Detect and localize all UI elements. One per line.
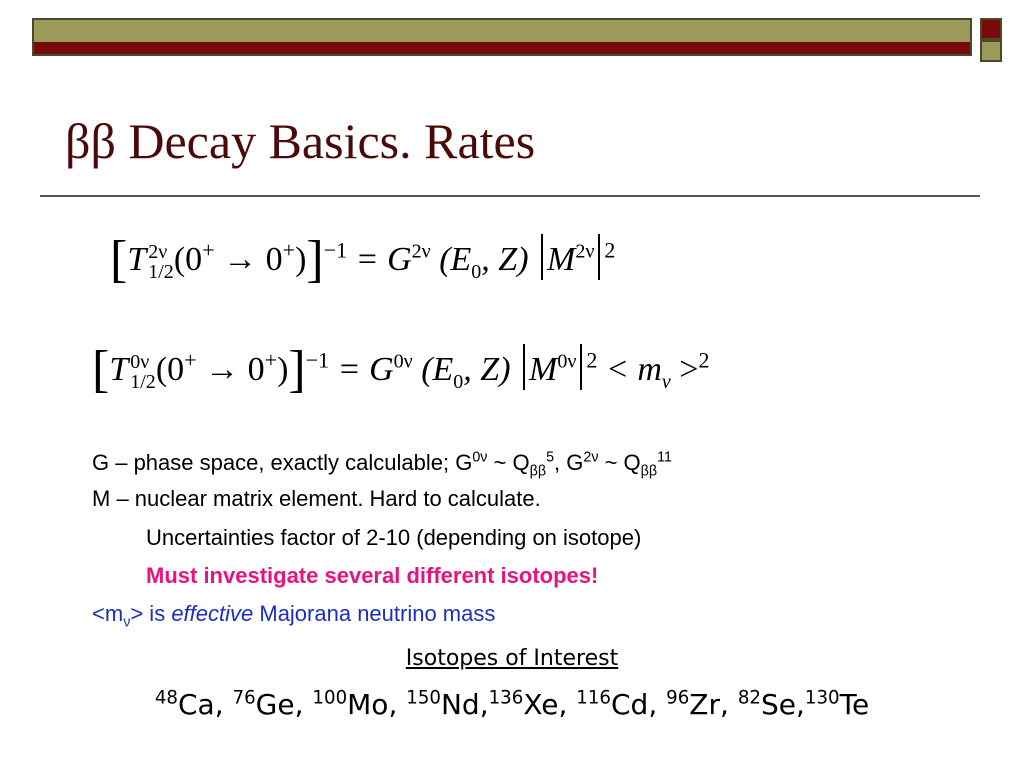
eq2-mass-sub: ν bbox=[661, 370, 671, 393]
corner-square-top bbox=[980, 18, 1002, 40]
eq2-M: M bbox=[529, 351, 558, 388]
isotope-item bbox=[233, 688, 313, 721]
isotope-symbol: Zr bbox=[689, 688, 720, 721]
text-matrix-element: M – nuclear matrix element. Hard to calculate. bbox=[92, 486, 541, 511]
line5-a: <m bbox=[92, 601, 124, 626]
line1-b-sub: ββ bbox=[529, 463, 547, 480]
isotope-sep: , bbox=[294, 688, 313, 721]
isotopes-list bbox=[0, 688, 1024, 721]
isotope-sep: , bbox=[648, 688, 667, 721]
eq2-M-sup: 0ν bbox=[557, 350, 577, 373]
eq1-rhs: = G bbox=[355, 241, 412, 278]
isotope-mass: 116 bbox=[576, 687, 611, 709]
text-uncertainties: Uncertainties factor of 2-10 (depending on isotope) bbox=[146, 525, 642, 550]
bracket-right: ] bbox=[306, 231, 324, 288]
abs-bar-right bbox=[580, 344, 582, 390]
bracket-left: [ bbox=[110, 231, 128, 288]
eq2-T: T bbox=[109, 351, 129, 388]
eq1-args: (E bbox=[439, 241, 472, 278]
isotope-sep: , bbox=[720, 688, 738, 721]
bracket-left: [ bbox=[92, 341, 110, 398]
line5-c: effective bbox=[171, 601, 254, 626]
line1-d: ~ Q bbox=[598, 450, 641, 475]
isotope-mass: 76 bbox=[232, 687, 256, 709]
line1-a: G – phase space, exactly calculable; G bbox=[92, 450, 473, 475]
eq2-G-sup: 0ν bbox=[393, 350, 413, 373]
isotope-mass: 150 bbox=[406, 687, 441, 709]
eq1-T-sub: 1/2 bbox=[148, 261, 174, 284]
eq1-T: T bbox=[127, 241, 147, 278]
eq2-plus2: + bbox=[264, 347, 278, 373]
eq1-T-sup: 2ν bbox=[148, 241, 168, 264]
isotope-item bbox=[666, 688, 738, 721]
line1-d-sup: 11 bbox=[657, 449, 672, 466]
isotope-mass: 100 bbox=[312, 687, 348, 709]
eq2-M-exp: 2 bbox=[586, 347, 598, 373]
isotope-symbol: Se bbox=[760, 688, 796, 721]
isotope-item bbox=[576, 688, 666, 721]
line1-b: ~ Q bbox=[487, 450, 530, 475]
eq2-lparen: (0 bbox=[155, 351, 185, 388]
line1-a-sup: 0ν bbox=[472, 449, 488, 466]
isotope-symbol: Ca bbox=[177, 688, 215, 721]
line1-d-sub: ββ bbox=[640, 463, 658, 480]
bracket-right: ] bbox=[288, 341, 306, 398]
eq2-T-sup: 0ν bbox=[130, 351, 150, 374]
equation-2nu bbox=[110, 230, 615, 289]
isotope-sep: , bbox=[558, 688, 577, 721]
eq2-args2: , Z) bbox=[463, 351, 511, 388]
slide-title: ββ Decay Basics. Rates bbox=[65, 113, 536, 169]
isotope-sep: , bbox=[214, 688, 233, 721]
line5-d: Majorana neutrino mass bbox=[253, 601, 496, 626]
eq2-arrow: → 0 bbox=[196, 351, 265, 388]
line1-b-sup: 5 bbox=[546, 449, 555, 466]
eq1-lparen: (0 bbox=[173, 241, 203, 278]
eq1-M: M bbox=[547, 241, 576, 278]
isotope-symbol: Cd bbox=[611, 688, 649, 721]
isotope-mass: 130 bbox=[804, 687, 840, 709]
isotope-item bbox=[406, 688, 488, 721]
equation-0nu bbox=[92, 340, 709, 399]
isotope-symbol: Ge bbox=[255, 688, 295, 721]
isotopes-heading: Isotopes of Interest bbox=[405, 646, 619, 671]
isotope-item bbox=[805, 688, 869, 721]
isotope-mass: 136 bbox=[488, 687, 524, 709]
text-phase-space bbox=[92, 449, 672, 480]
eq2-E-sub: 0 bbox=[453, 370, 464, 393]
eq1-E-sub: 0 bbox=[471, 260, 482, 283]
eq1-arrow: → 0 bbox=[214, 241, 283, 278]
eq1-args2: , Z) bbox=[481, 241, 529, 278]
abs-bar-left bbox=[541, 234, 543, 280]
text-effective-mass bbox=[92, 601, 496, 631]
corner-square-bottom bbox=[980, 40, 1002, 62]
eq2-rhs: = G bbox=[337, 351, 394, 388]
eq1-M-exp: 2 bbox=[604, 237, 616, 263]
eq2-mass: < m bbox=[605, 351, 662, 388]
isotope-item bbox=[155, 688, 233, 721]
eq1-exp: −1 bbox=[323, 237, 348, 263]
eq1-M-sup: 2ν bbox=[575, 240, 595, 263]
line1-c: , G bbox=[554, 450, 584, 475]
text-must-investigate: Must investigate several different isotopes! bbox=[146, 563, 599, 588]
isotope-symbol: Mo bbox=[347, 688, 389, 721]
header-banner-stripe bbox=[34, 20, 970, 42]
isotope-symbol: Nd bbox=[440, 688, 480, 721]
line5-b: > is bbox=[130, 601, 172, 626]
eq2-T-sub: 1/2 bbox=[130, 371, 156, 394]
isotope-sep: , bbox=[795, 688, 805, 721]
line5-a-sub: ν bbox=[123, 614, 131, 631]
eq1-plus1: + bbox=[202, 237, 215, 263]
line1-c-sup: 2ν bbox=[583, 449, 599, 466]
isotope-symbol: Xe bbox=[523, 688, 559, 721]
isotope-sep: , bbox=[479, 688, 489, 721]
eq2-args: (E bbox=[421, 351, 454, 388]
eq1-plus2: + bbox=[282, 237, 296, 263]
eq2-mass-close: > bbox=[670, 351, 699, 388]
isotope-symbol: Te bbox=[839, 688, 870, 721]
isotope-item bbox=[489, 688, 577, 721]
eq2-plus1: + bbox=[184, 347, 197, 373]
isotope-sep: , bbox=[388, 688, 407, 721]
eq1-rparen: ) bbox=[295, 241, 307, 278]
abs-bar-left bbox=[523, 344, 525, 390]
isotope-item bbox=[738, 688, 805, 721]
eq1-G-sup: 2ν bbox=[411, 240, 431, 263]
isotope-item bbox=[312, 688, 406, 721]
eq2-exp: −1 bbox=[305, 347, 330, 373]
eq2-mass-exp: 2 bbox=[698, 347, 710, 373]
isotope-mass: 82 bbox=[737, 687, 761, 709]
title-divider bbox=[40, 195, 980, 197]
isotope-mass: 96 bbox=[666, 687, 690, 709]
abs-bar-right bbox=[598, 234, 600, 280]
eq2-rparen: ) bbox=[277, 351, 289, 388]
isotope-mass: 48 bbox=[154, 687, 178, 709]
